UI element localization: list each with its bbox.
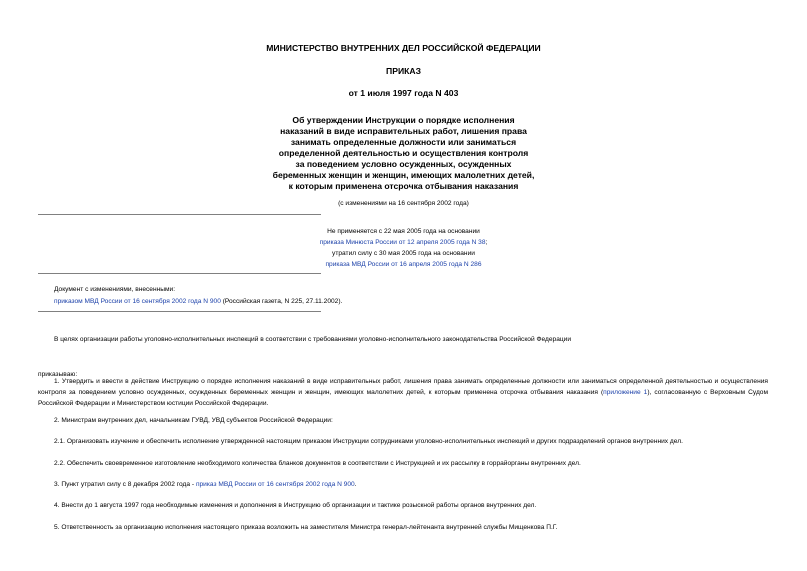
title-line: занимать определенные должности или заниматься	[290, 137, 517, 147]
preamble: В целях организации работы уголовно-исполнительных инспекций в соответствии с требованиями уголовно-исполнительного законодательства Российской Федерации	[54, 336, 572, 343]
status-line-3: утратил силу с 30 мая 2005 года на основании	[332, 250, 475, 257]
item-2: 2. Министрам внутренних дел, начальникам ГУВД, УВД субъектов Российской Федерации:	[54, 417, 333, 424]
item-3	[54, 479, 357, 490]
doc-date-number: от 1 июля 1997 года N 403	[348, 88, 459, 98]
changes-source: (Российская газета, N 225, 27.11.2002).	[220, 298, 343, 305]
item-1-tail: ), согласованную с Верховным Судом Российской Федерации и Министерством юстиции Российской Федерации.	[38, 389, 768, 407]
divider	[38, 273, 321, 274]
item-4: 4. Внести до 1 августа 1997 года необходимые изменения и дополнения в Инструкцию об организации и тактике розыскной работы органов внутренних дел.	[54, 502, 537, 509]
status-line-2	[0, 237, 807, 248]
order-word: приказываю:	[38, 371, 78, 378]
changes-label: Документ с изменениями, внесенными:	[54, 286, 176, 293]
status-line-4	[0, 259, 807, 270]
divider	[38, 214, 321, 215]
item-3-tail: .	[354, 481, 357, 488]
title-line: беременных женщин и женщин, имеющих малолетних детей,	[272, 170, 535, 180]
amendment-note: (с изменениями на 16 сентября 2002 года)	[338, 200, 469, 207]
appendix-1-link[interactable]: приложение 1	[603, 389, 648, 396]
item-1-text: 1. Утвердить и ввести в действие Инструкцию о порядке исполнения наказаний в виде исправительных работ, лишения права занимать определенные должности или заниматься определенной деятельностью и осуществления контроля за поведением условно осужденных, осужденных беременных женщин и женщин, имеющих малолетних детей, к которым применена отсрочка отбывания наказания (	[38, 378, 768, 396]
order-mvd-900-link-2[interactable]: приказ МВД России от 16 сентября 2002 года N 900	[195, 481, 355, 488]
order-minjust-link[interactable]: приказа Минюста России от 12 апреля 2005 года N 38	[319, 239, 486, 246]
title-line: наказаний в виде исправительных работ, лишения права	[280, 126, 527, 136]
title-line: к которым применена отсрочка отбывания наказания	[288, 181, 519, 191]
title-line: определенной деятельностью и осуществления контроля	[278, 148, 529, 158]
divider	[38, 311, 321, 312]
item-1	[38, 376, 768, 409]
ministry-heading: МИНИСТЕРСТВО ВНУТРЕННИХ ДЕЛ РОССИЙСКОЙ ФЕДЕРАЦИИ	[266, 43, 541, 53]
title-line: Об утверждении Инструкции о порядке исполнения	[292, 115, 515, 125]
item-2-2: 2.2. Обеспечить своевременное изготовление необходимого количества бланков документов в соответствии с Инструкцией и их рассылку в горрайорганы внутренних дел.	[54, 460, 581, 467]
item-2-1: 2.1. Организовать изучение и обеспечить исполнение утвержденной настоящим приказом Инструкции сотрудниками уголовно-исполнительных инспекций и других подразделений органов внутренних дел.	[54, 438, 683, 445]
status-link-suffix: ;	[485, 239, 488, 246]
order-mvd-286-link[interactable]: приказа МВД России от 16 апреля 2005 года N 286	[325, 261, 482, 268]
order-mvd-900-link[interactable]: приказом МВД России от 16 сентября 2002 года N 900	[54, 298, 221, 305]
changes-line	[54, 296, 342, 307]
title-line: за поведением условно осужденных, осужденных	[295, 159, 512, 169]
item-3-text: 3. Пункт утратил силу с 8 декабря 2002 года -	[54, 481, 196, 488]
doc-type: ПРИКАЗ	[386, 66, 421, 76]
item-5: 5. Ответственность за организацию исполнения настоящего приказа возложить на заместителя Министра генерал-лейтенанта внутренней службы Мищенкова П.Г.	[54, 524, 558, 531]
status-line-1: Не применяется с 22 мая 2005 года на основании	[327, 228, 480, 235]
